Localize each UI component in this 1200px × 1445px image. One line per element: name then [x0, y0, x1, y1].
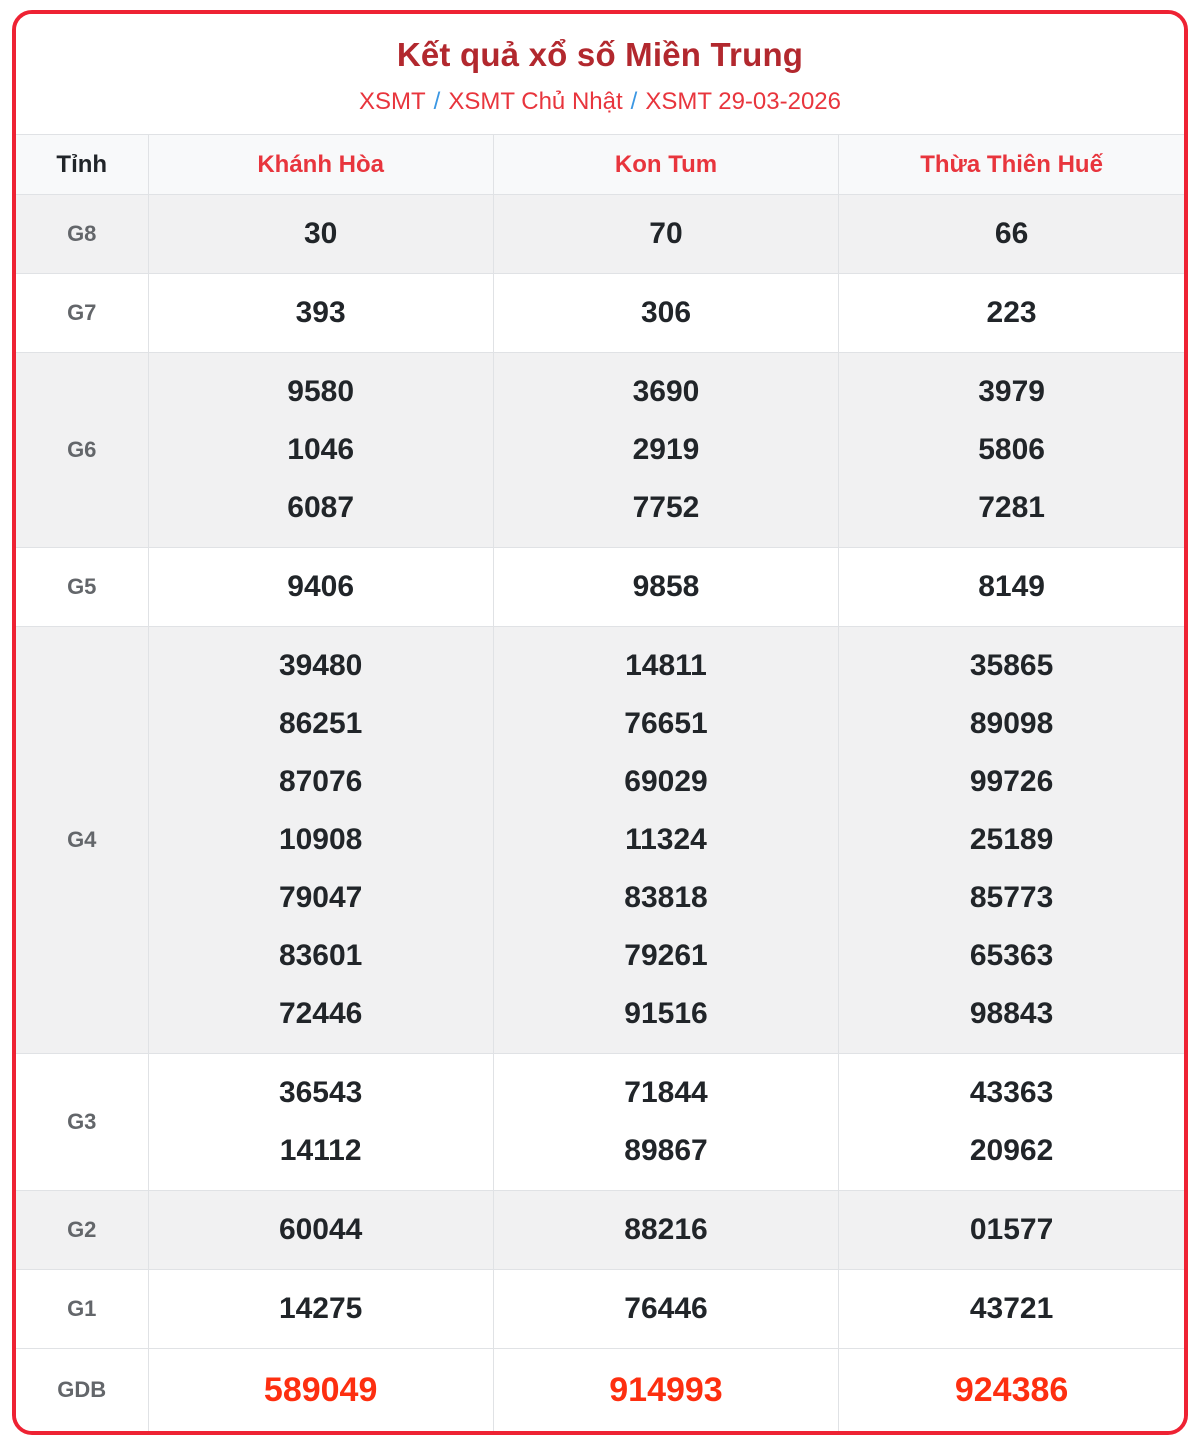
jackpot-number: 924386 — [954, 1371, 1069, 1409]
result-number: 85773 — [969, 881, 1054, 914]
province-header-kon-tum[interactable]: Kon Tum — [493, 135, 838, 195]
table-row-g8 — [16, 195, 1184, 274]
result-number: 76446 — [624, 1292, 708, 1325]
result-number: 83818 — [624, 881, 708, 914]
result-number: 79261 — [624, 939, 708, 972]
breadcrumb-link-xsmt-chu-nhat[interactable]: XSMT Chủ Nhật — [448, 88, 623, 115]
result-number: 14112 — [279, 1134, 362, 1167]
result-number: 39480 — [278, 649, 363, 682]
table-row-g5 — [16, 548, 1184, 627]
result-number: 69029 — [624, 765, 708, 798]
prize-label-g5: G5 — [16, 548, 148, 627]
result-number: 20962 — [969, 1134, 1054, 1167]
table-row-gdb — [16, 1349, 1184, 1432]
card-header — [16, 14, 1184, 134]
result-number: 25189 — [969, 823, 1054, 856]
result-number: 9406 — [287, 570, 355, 603]
result-number: 6087 — [287, 491, 355, 524]
result-number: 87076 — [278, 765, 363, 798]
table-row-g3 — [16, 1054, 1184, 1191]
result-number: 76651 — [624, 707, 708, 740]
result-number: 306 — [640, 296, 692, 329]
prize-label-gdb: GDB — [16, 1349, 148, 1432]
result-number: 89867 — [624, 1134, 708, 1167]
result-number: 88216 — [624, 1213, 708, 1246]
result-number: 9580 — [287, 375, 355, 408]
page-title: Kết quả xổ số Miền Trung — [396, 36, 804, 73]
province-header-thua-thien-hue[interactable]: Thừa Thiên Huế — [839, 135, 1184, 195]
table-row-g2 — [16, 1191, 1184, 1270]
prize-label-g4: G4 — [16, 627, 148, 1054]
jackpot-number: 914993 — [609, 1371, 723, 1409]
breadcrumb-separator: / — [433, 88, 441, 115]
result-number: 79047 — [278, 881, 363, 914]
jackpot-number: 589049 — [263, 1371, 378, 1409]
result-number: 98843 — [969, 997, 1054, 1030]
result-number: 7752 — [632, 491, 700, 524]
prize-label-g7: G7 — [16, 274, 148, 353]
breadcrumb-separator: / — [630, 88, 638, 115]
table-header-row — [16, 135, 1184, 195]
result-number: 43363 — [969, 1076, 1054, 1109]
results-table — [16, 134, 1184, 1431]
result-number: 5806 — [978, 433, 1045, 466]
prize-label-g2: G2 — [16, 1191, 148, 1270]
result-number: 9858 — [632, 570, 700, 603]
result-number: 86251 — [278, 707, 363, 740]
result-number: 91516 — [624, 997, 708, 1030]
result-number: 1046 — [287, 433, 355, 466]
breadcrumb — [26, 88, 1174, 116]
result-number: 72446 — [278, 997, 363, 1030]
province-column-header: Tỉnh — [16, 135, 148, 195]
result-number: 83601 — [278, 939, 363, 972]
result-number: 393 — [295, 296, 346, 329]
result-number: 43721 — [969, 1292, 1054, 1325]
result-number: 3690 — [632, 375, 700, 408]
lottery-results-card — [12, 10, 1188, 1435]
result-number: 66 — [994, 217, 1029, 250]
table-row-g1 — [16, 1270, 1184, 1349]
breadcrumb-link-xsmt[interactable]: XSMT — [359, 88, 426, 115]
result-number: 35865 — [969, 649, 1054, 682]
result-number: 14275 — [278, 1292, 363, 1325]
result-number: 14811 — [625, 649, 707, 682]
result-number: 8149 — [978, 570, 1045, 603]
result-number: 70 — [649, 217, 683, 250]
table-row-g6 — [16, 353, 1184, 548]
result-number: 60044 — [278, 1213, 363, 1246]
province-header-khanh-hoa[interactable]: Khánh Hòa — [148, 135, 493, 195]
prize-label-g6: G6 — [16, 353, 148, 548]
result-number: 65363 — [969, 939, 1054, 972]
prize-label-g3: G3 — [16, 1054, 148, 1191]
result-number: 3979 — [978, 375, 1045, 408]
result-number: 30 — [303, 217, 338, 250]
result-number: 36543 — [278, 1076, 363, 1109]
prize-label-g1: G1 — [16, 1270, 148, 1349]
result-number: 223 — [986, 296, 1037, 329]
table-row-g7 — [16, 274, 1184, 353]
result-number: 7281 — [978, 491, 1045, 524]
result-number: 99726 — [969, 765, 1054, 798]
result-number: 89098 — [969, 707, 1054, 740]
result-number: 10908 — [278, 823, 363, 856]
result-number: 11324 — [625, 823, 707, 856]
result-number: 2919 — [632, 433, 700, 466]
result-number: 01577 — [969, 1213, 1054, 1246]
prize-label-g8: G8 — [16, 195, 148, 274]
result-number: 71844 — [624, 1076, 708, 1109]
breadcrumb-link-xsmt-date[interactable]: XSMT 29-03-2026 — [645, 88, 841, 115]
table-row-g4 — [16, 627, 1184, 1054]
